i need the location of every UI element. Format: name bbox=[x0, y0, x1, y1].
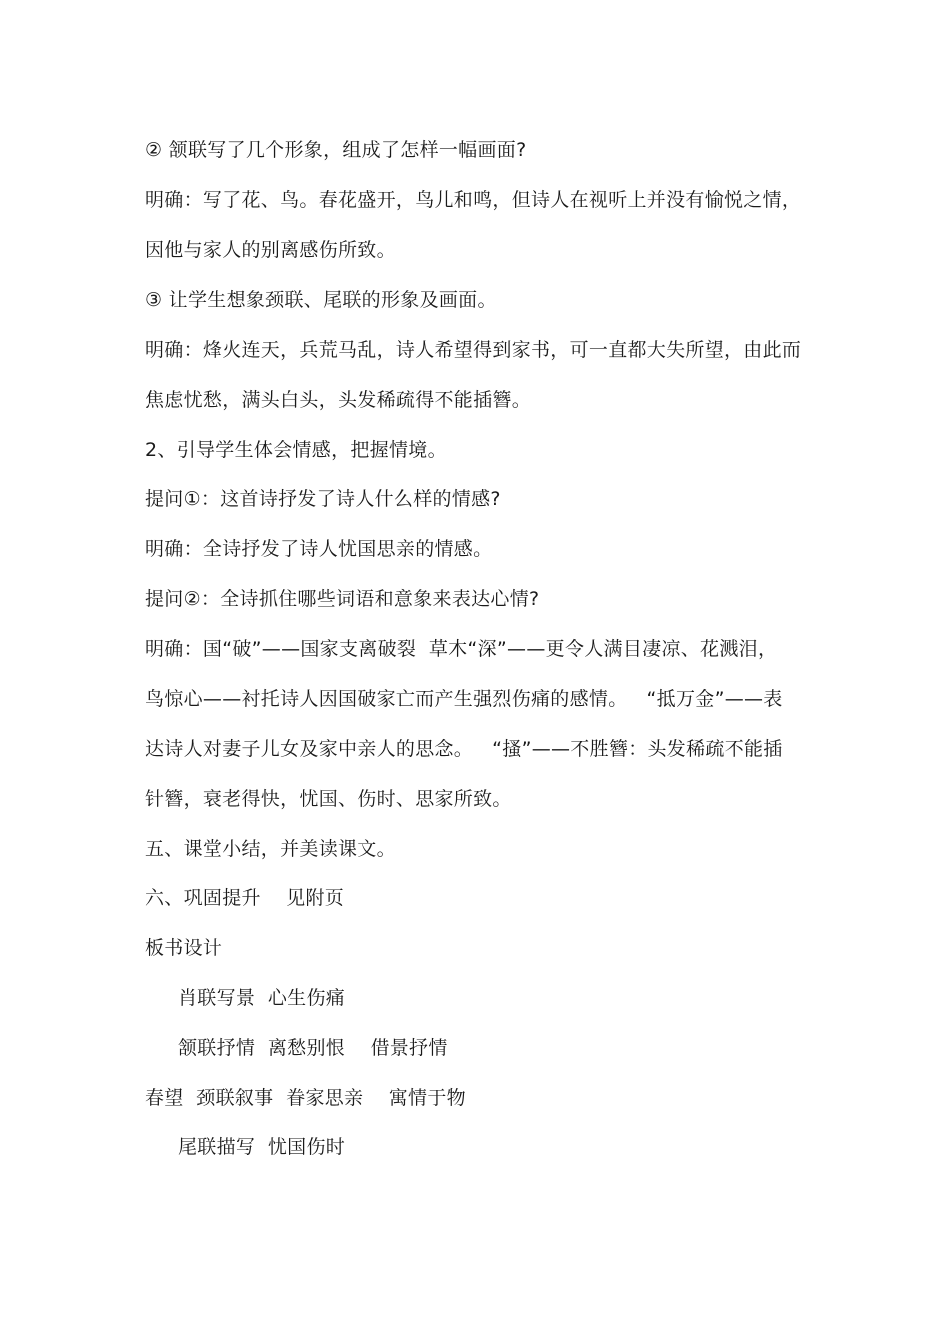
board-line: 尾联描写 忧国伤时 bbox=[178, 1136, 346, 1158]
question-line: 提问①：这首诗抒发了诗人什么样的情感? bbox=[145, 488, 501, 510]
text-line: ③ 让学生想象颈联、尾联的形象及画面。 bbox=[145, 289, 497, 311]
board-line: 颔联抒情 离愁别恨 借景抒情 bbox=[178, 1037, 448, 1059]
text-line: 明确：写了花、鸟。春花盛开，鸟儿和鸣，但诗人在视听上并没有愉悦之情， bbox=[145, 189, 802, 211]
answer-line: 明确：国“破”——国家支离破裂 草木“深”——更令人满目凄凉、花溅泪， bbox=[145, 638, 778, 660]
text-line: 针簪，衰老得快，忧国、伤时、思家所致。 bbox=[145, 788, 512, 810]
text-line: 焦虑忧愁，满头白头，头发稀疏得不能插簪。 bbox=[145, 389, 532, 411]
text-line: 鸟惊心——衬托诗人因国破家亡而产生强烈伤痛的感情。 “抵万金”——表 bbox=[145, 688, 783, 710]
text-line: 达诗人对妻子儿女及家中亲人的思念。 “搔”——不胜簪：头发稀疏不能插 bbox=[145, 738, 783, 760]
board-design-heading: 板书设计 bbox=[145, 937, 223, 959]
text-line: 因他与家人的别离感伤所致。 bbox=[145, 239, 396, 261]
section-heading: 六、巩固提升 见附页 bbox=[145, 887, 345, 909]
section-heading: 五、课堂小结，并美读课文。 bbox=[145, 838, 396, 860]
question-line: 提问②：全诗抓住哪些词语和意象来表达心情? bbox=[145, 588, 540, 610]
board-line: 肖联写景 心生伤痛 bbox=[178, 987, 346, 1009]
answer-line: 明确：全诗抒发了诗人忧国思亲的情感。 bbox=[145, 538, 493, 560]
text-line: 明确：烽火连天，兵荒马乱，诗人希望得到家书，可一直都大失所望，由此而 bbox=[145, 339, 802, 361]
text-line: ② 颔联写了几个形象，组成了怎样一幅画面? bbox=[145, 139, 527, 161]
section-heading: 2、引导学生体会情感，把握情境。 bbox=[145, 439, 447, 461]
board-line: 春望 颈联叙事 眷家思亲 寓情于物 bbox=[145, 1087, 466, 1109]
